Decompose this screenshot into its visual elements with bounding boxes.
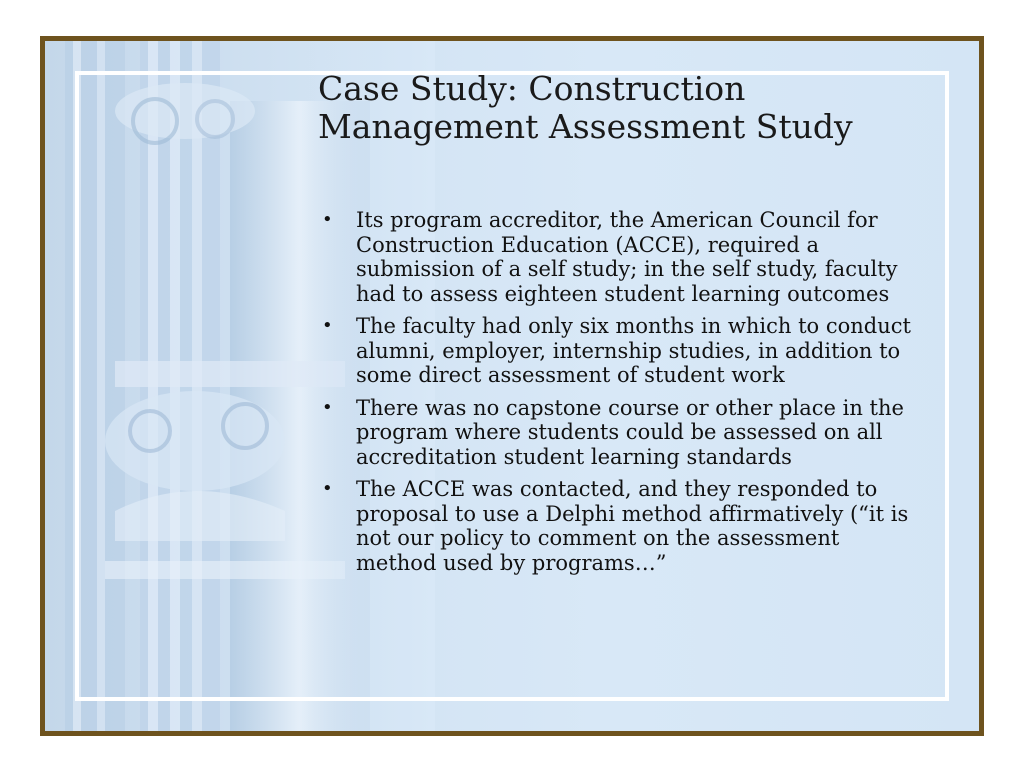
bullet-item-3 [322, 396, 922, 470]
title-line-2: Management Assessment Study [318, 107, 853, 146]
bullet-dot: • [322, 478, 333, 499]
bullet-text-2: The faculty had only six months in which to conduct alumni, employer, internship studies, in addition to some direct assessment of student work [356, 314, 911, 387]
bullet-dot: • [322, 315, 333, 336]
bullet-text-1: Its program accreditor, the American Council for Construction Education (ACCE), required a submission of a self study; in the self study, faculty had to assess eighteen student learning outcomes [356, 208, 898, 306]
title-line-1: Case Study: Construction [318, 69, 746, 108]
bullet-list [322, 208, 922, 583]
slide-title [318, 70, 958, 146]
bullet-item-1 [322, 208, 922, 306]
bullet-dot: • [322, 209, 333, 230]
bullet-item-2 [322, 314, 922, 388]
bullet-item-4 [322, 477, 922, 575]
bullet-dot: • [322, 396, 333, 418]
bullet-text-3: There was no capstone course or other place in the program where students could be assessed on all accreditation student learning standards [356, 395, 904, 469]
bullet-text-4: The ACCE was contacted, and they responded to proposal to use a Delphi method affirmatively (“it is not our policy to comment on the assessment method used by programs…” [356, 477, 909, 575]
